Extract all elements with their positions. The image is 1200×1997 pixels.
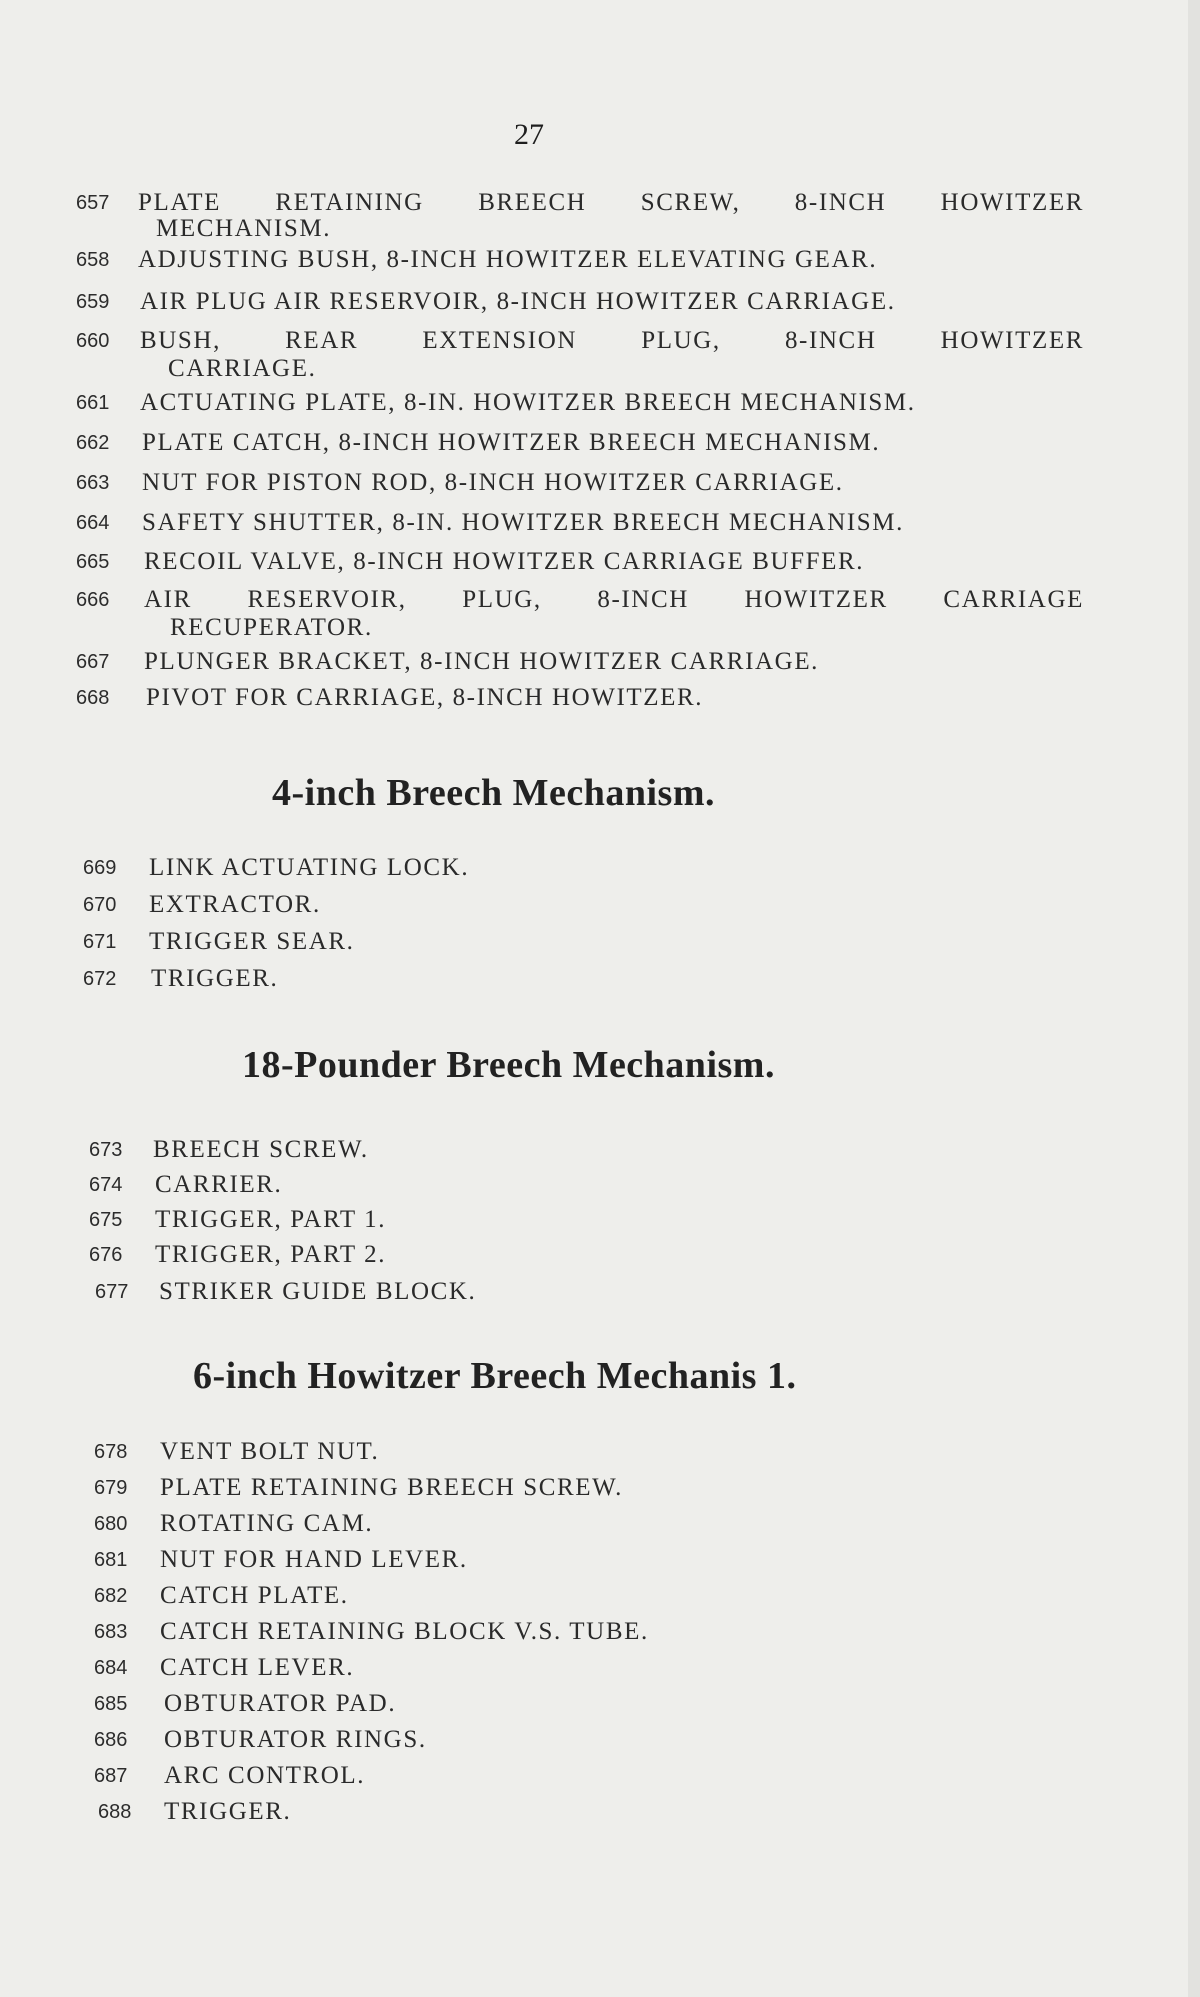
item-number: 673	[89, 1139, 123, 1161]
list-item	[76, 547, 1016, 581]
list-item	[83, 927, 683, 961]
item-number: 664	[76, 512, 110, 534]
item-text: ADJUSTING BUSH, 8-INCH HOWITZER ELEVATING GEAR.	[138, 246, 878, 273]
item-number: 670	[83, 894, 117, 916]
list-item	[89, 1240, 689, 1274]
item-text: LINK ACTUATING LOCK.	[149, 854, 470, 881]
item-number: 680	[94, 1513, 128, 1535]
list-item	[76, 647, 1016, 681]
item-number: 675	[89, 1209, 123, 1231]
item-number: 658	[76, 249, 110, 271]
list-item	[94, 1653, 794, 1687]
item-number: 679	[94, 1477, 128, 1499]
item-number: 663	[76, 472, 110, 494]
item-number: 674	[89, 1174, 123, 1196]
item-text: RECOIL VALVE, 8-INCH HOWITZER CARRIAGE BUFFER.	[144, 548, 865, 575]
item-text: PLATE CATCH, 8-INCH HOWITZER BREECH MECHANISM.	[142, 429, 881, 456]
item-number: 683	[94, 1621, 128, 1643]
item-number: 671	[83, 931, 117, 953]
section-heading: 6-inch Howitzer Breech Mechanis 1.	[193, 1355, 797, 1397]
list-item	[94, 1761, 794, 1795]
item-text: NUT FOR HAND LEVER.	[160, 1546, 468, 1573]
item-text: TRIGGER.	[151, 965, 279, 992]
item-text: SAFETY SHUTTER, 8-IN. HOWITZER BREECH MECHANISM.	[142, 509, 904, 536]
list-item	[76, 428, 1016, 462]
list-item	[94, 1509, 794, 1543]
item-text: AIR PLUG AIR RESERVOIR, 8-INCH HOWITZER CARRIAGE.	[140, 288, 896, 315]
item-number: 681	[94, 1549, 128, 1571]
item-number: 687	[94, 1765, 128, 1787]
item-text: PIVOT FOR CARRIAGE, 8-INCH HOWITZER.	[146, 684, 704, 711]
item-text: BREECH SCREW.	[153, 1136, 369, 1163]
item-text: TRIGGER.	[164, 1798, 292, 1825]
list-item	[76, 326, 1084, 390]
item-number: 665	[76, 551, 110, 573]
item-number: 660	[76, 330, 110, 352]
item-number: 657	[76, 192, 110, 214]
item-text: PLATE RETAINING BREECH SCREW, 8-INCH HOWITZER	[138, 189, 1084, 216]
list-item	[94, 1545, 794, 1579]
item-text-continued: RECUPERATOR.	[170, 614, 373, 641]
item-number: 682	[94, 1585, 128, 1607]
list-item	[95, 1277, 695, 1311]
list-item	[76, 585, 1084, 649]
item-number: 688	[98, 1801, 132, 1823]
item-number: 662	[76, 432, 110, 454]
item-text: PLATE RETAINING BREECH SCREW.	[160, 1474, 623, 1501]
list-item	[94, 1725, 794, 1759]
section-heading: 18-Pounder Breech Mechanism.	[242, 1044, 775, 1086]
list-item	[76, 508, 1016, 542]
item-number: 669	[83, 857, 117, 879]
list-item	[94, 1617, 794, 1651]
item-text: TRIGGER, PART 2.	[155, 1241, 387, 1268]
list-item	[89, 1135, 689, 1169]
item-text: TRIGGER SEAR.	[149, 928, 355, 955]
item-number: 672	[83, 968, 117, 990]
item-number: 685	[94, 1693, 128, 1715]
item-text-continued: MECHANISM.	[156, 215, 332, 242]
item-number: 684	[94, 1657, 128, 1679]
item-text: CARRIER.	[155, 1171, 283, 1198]
item-text-continued: CARRIAGE.	[168, 355, 317, 382]
item-text: ROTATING CAM.	[160, 1510, 374, 1537]
list-item	[76, 287, 1016, 321]
item-number: 686	[94, 1729, 128, 1751]
list-item	[76, 188, 1084, 252]
list-item	[83, 964, 683, 998]
section-heading: 4-inch Breech Mechanism.	[272, 772, 715, 814]
item-text: NUT FOR PISTON ROD, 8-INCH HOWITZER CARRIAGE.	[142, 469, 844, 496]
list-item	[94, 1473, 794, 1507]
item-text: OBTURATOR RINGS.	[164, 1726, 427, 1753]
list-item	[83, 890, 683, 924]
item-text: CATCH RETAINING BLOCK V.S. TUBE.	[160, 1618, 649, 1645]
list-item	[94, 1581, 794, 1615]
list-item	[76, 683, 1016, 717]
list-item	[94, 1689, 794, 1723]
page-edge	[1188, 0, 1200, 1997]
item-number: 666	[76, 589, 110, 611]
item-text: AIR RESERVOIR, PLUG, 8-INCH HOWITZER CARRIAGE	[144, 586, 1084, 613]
list-item	[76, 388, 1016, 422]
list-item	[94, 1437, 794, 1471]
item-text: OBTURATOR PAD.	[164, 1690, 397, 1717]
item-text: ARC CONTROL.	[164, 1762, 366, 1789]
page-number: 27	[514, 118, 544, 151]
list-item	[83, 853, 683, 887]
list-item	[76, 245, 1016, 279]
item-text: CATCH PLATE.	[160, 1582, 349, 1609]
item-text: TRIGGER, PART 1.	[155, 1206, 387, 1233]
item-number: 667	[76, 651, 110, 673]
list-item	[76, 468, 1016, 502]
item-text: STRIKER GUIDE BLOCK.	[159, 1278, 477, 1305]
item-text: EXTRACTOR.	[149, 891, 321, 918]
item-number: 676	[89, 1244, 123, 1266]
item-number: 678	[94, 1441, 128, 1463]
item-text: VENT BOLT NUT.	[160, 1438, 380, 1465]
list-item	[98, 1797, 798, 1831]
item-text: BUSH, REAR EXTENSION PLUG, 8-INCH HOWITZER	[140, 327, 1084, 354]
item-text: ACTUATING PLATE, 8-IN. HOWITZER BREECH MECHANISM.	[140, 389, 916, 416]
item-number: 659	[76, 291, 110, 313]
item-number: 668	[76, 687, 110, 709]
list-item	[89, 1205, 689, 1239]
item-text: CATCH LEVER.	[160, 1654, 355, 1681]
item-number: 661	[76, 392, 110, 414]
list-item	[89, 1170, 689, 1204]
item-text: PLUNGER BRACKET, 8-INCH HOWITZER CARRIAGE.	[144, 648, 820, 675]
item-number: 677	[95, 1281, 129, 1303]
